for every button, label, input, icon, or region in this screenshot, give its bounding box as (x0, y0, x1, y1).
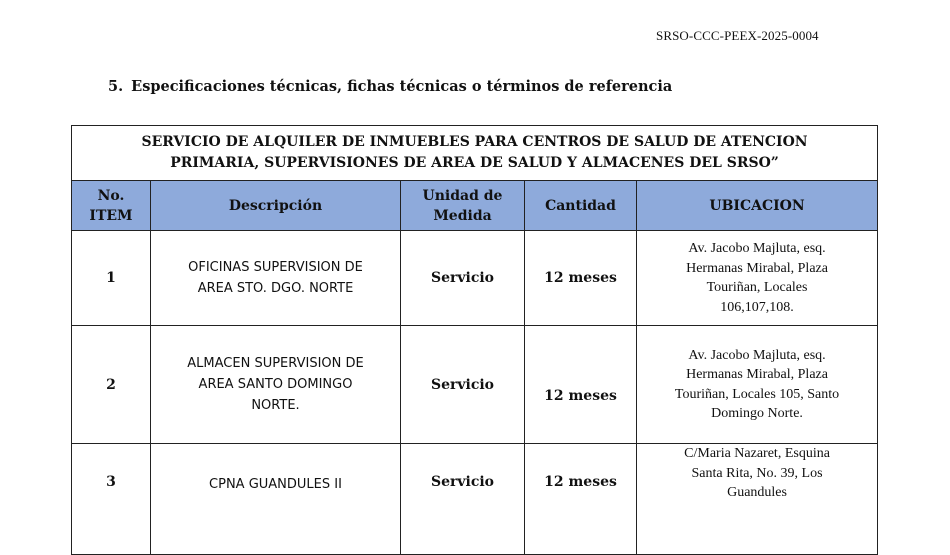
column-header-unit (401, 181, 525, 231)
item-number: 3 (72, 444, 151, 555)
column-header-quantity: Cantidad (525, 181, 637, 231)
location-line: 106,107,108. (720, 299, 794, 315)
item-number: 1 (72, 231, 151, 326)
header-line: Unidad de (422, 187, 503, 204)
table-row (72, 231, 878, 326)
location-line: Av. Jacobo Majluta, esq. (688, 347, 826, 363)
location-line: Santa Rita, No. 39, Los (691, 465, 823, 481)
item-quantity: 12 meses (525, 231, 637, 326)
table-header-row (72, 181, 878, 231)
description-line: CPNA GUANDULES II (209, 477, 342, 492)
section-title-text: Especificaciones técnicas, fichas técnicas o términos de referencia (131, 78, 673, 95)
table-title-line: PRIMARIA, SUPERVISIONES DE AREA DE SALUD Y ALMACENES DEL SRSO” (170, 155, 779, 171)
table-title (72, 126, 878, 181)
item-location (637, 231, 878, 326)
header-line: Medida (433, 207, 492, 224)
table-row (72, 326, 878, 444)
description-line: ALMACEN SUPERVISION DE (187, 356, 364, 371)
description-line: OFICINAS SUPERVISION DE (188, 260, 363, 275)
description-line: NORTE. (251, 398, 300, 413)
item-description (151, 326, 401, 444)
item-description (151, 231, 401, 326)
item-quantity: 12 meses (525, 326, 637, 444)
table-title-line: SERVICIO DE ALQUILER DE INMUEBLES PARA CENTROS DE SALUD DE ATENCION (141, 134, 808, 150)
location-line: Hermanas Mirabal, Plaza (686, 260, 828, 276)
item-number: 2 (72, 326, 151, 444)
item-description (151, 444, 401, 555)
location-line: Hermanas Mirabal, Plaza (686, 367, 828, 382)
header-line: No. (97, 187, 125, 204)
section-heading (108, 78, 672, 95)
item-unit: Servicio (401, 326, 525, 444)
location-line: Touriñan, Locales 105, Santo (674, 386, 840, 402)
description-line: AREA SANTO DOMINGO (198, 377, 353, 392)
item-location (637, 326, 878, 444)
location-line: Domingo Norte. (711, 406, 803, 421)
item-unit: Servicio (401, 444, 525, 555)
header-line: ITEM (89, 207, 133, 224)
column-header-description: Descripción (151, 181, 401, 231)
location-line: Touriñan, Locales (706, 280, 808, 295)
section-number: 5. (108, 78, 124, 95)
item-quantity: 12 meses (525, 444, 637, 555)
table-row (72, 444, 878, 555)
description-line: AREA STO. DGO. NORTE (197, 281, 354, 296)
item-location (637, 444, 878, 555)
document-code: SRSO-CCC-PEEX-2025-0004 (656, 28, 819, 43)
column-header-location: UBICACION (637, 181, 878, 231)
location-line: C/Maria Nazaret, Esquina (684, 446, 830, 461)
location-line: Av. Jacobo Majluta, esq. (688, 241, 826, 256)
item-unit: Servicio (401, 231, 525, 326)
specifications-table (71, 125, 878, 555)
column-header-item (72, 181, 151, 231)
location-line: Guandules (727, 485, 787, 500)
